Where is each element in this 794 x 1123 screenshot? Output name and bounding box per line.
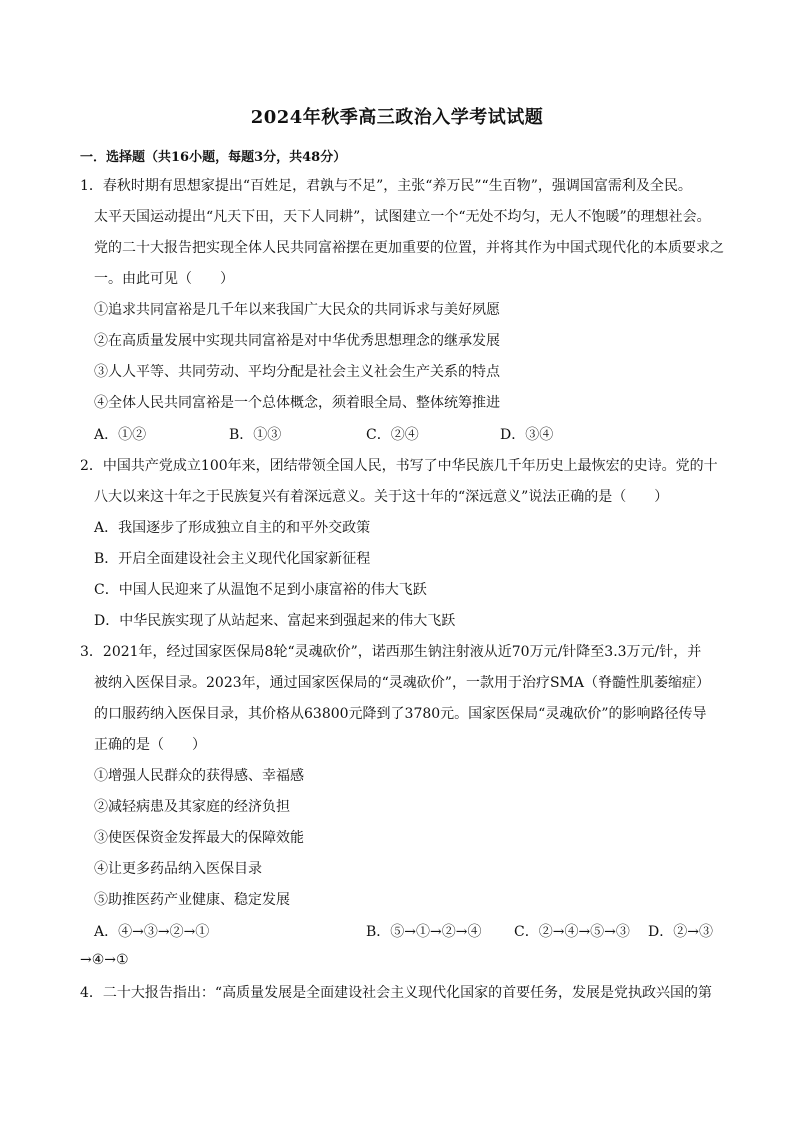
question-1-statement: ①追求共同富裕是几千年以来我国广大民众的共同诉求与美好夙愿: [94, 302, 500, 318]
question-3-option-b[interactable]: B．⑤→①→②→④: [366, 924, 482, 940]
section-heading: 一．选择题（共16小题，每题3分，共48分）: [80, 150, 347, 165]
question-1-line: 党的二十大报告把实现全体人民共同富裕摆在更加重要的位置，并将其作为中国式现代化的本质要求之: [94, 240, 724, 256]
question-2-option-b[interactable]: B．开启全面建设社会主义现代化国家新征程: [94, 551, 371, 567]
question-1-line: 1．春秋时期有思想家提出“百姓足，君孰与不足”，主张“养万民”“生百物”，强调国富需利及全民。: [80, 178, 692, 194]
question-3-option-a[interactable]: A．④→③→②→①: [94, 924, 210, 940]
question-1-option-d[interactable]: D．③④: [500, 427, 554, 443]
question-3-statement: ④让更多药品纳入医保目录: [94, 861, 262, 877]
question-3-statement: ②减轻病患及其家庭的经济负担: [94, 799, 290, 815]
question-3-statement: ①增强人民群众的获得感、幸福感: [94, 768, 304, 784]
question-1-line: 太平天国运动提出“凡天下田，天下人同耕”，试图建立一个“无处不均匀，无人不饱暖”的理想社会。: [94, 209, 711, 225]
question-2-line: 八大以来这十年之于民族复兴有着深远意义。关于这十年的“深远意义”说法正确的是（ ）: [94, 489, 669, 505]
question-3-line: 被纳入医保目录。2023年，通过国家医保局的“灵魂砍价”，一款用于治疗SMA（脊髓性肌萎缩症）: [94, 675, 710, 691]
question-2-option-c[interactable]: C．中国人民迎来了从温饱不足到小康富裕的伟大飞跃: [94, 582, 427, 598]
question-3-statement: ③使医保资金发挥最大的保障效能: [94, 830, 304, 846]
question-1-statement: ④全体人民共同富裕是一个总体概念，须着眼全局、整体统筹推进: [94, 395, 500, 411]
question-1-option-a[interactable]: A．①②: [94, 427, 147, 443]
question-3-line: 3．2021年，经过国家医保局8轮“灵魂砍价”，诺西那生钠注射液从近70万元/针降至3.3万元/针，并: [80, 644, 702, 660]
question-1-line: 一。由此可见（ ）: [94, 271, 234, 287]
question-3-option-d-continued: →④→①: [80, 952, 129, 968]
question-4-line: 4．二十大报告指出：“高质量发展是全面建设社会主义现代化国家的首要任务，发展是党执政兴国的第: [80, 985, 713, 1001]
question-3-line: 正确的是（ ）: [94, 737, 206, 753]
question-1-statement: ③人人平等、共同劳动、平均分配是社会主义社会生产关系的特点: [94, 364, 500, 380]
question-2-option-d[interactable]: D．中华民族实现了从站起来、富起来到强起来的伟大飞跃: [94, 613, 456, 629]
question-3-statement: ⑤助推医药产业健康、稳定发展: [94, 892, 290, 908]
question-2-line: 2．中国共产党成立100年来，团结带领全国人民，书写了中华民族几千年历史上最恢宏的史诗。党的十: [80, 458, 718, 474]
exam-title: 2024年秋季高三政治入学考试试题: [250, 107, 544, 128]
question-1-statement: ②在高质量发展中实现共同富裕是对中华优秀思想理念的继承发展: [94, 333, 500, 349]
question-3-option-d[interactable]: D．②→③: [648, 924, 713, 940]
question-3-line: 的口服药纳入医保目录，其价格从63800元降到了3780元。国家医保局“灵魂砍价”的影响路径传导: [94, 706, 707, 722]
question-1-option-b[interactable]: B．①③: [229, 427, 282, 443]
question-1-option-c[interactable]: C．②④: [366, 427, 419, 443]
question-2-option-a[interactable]: A．我国逐步了形成独立自主的和平外交政策: [94, 520, 371, 536]
question-3-option-c[interactable]: C．②→④→⑤→③: [514, 924, 630, 940]
